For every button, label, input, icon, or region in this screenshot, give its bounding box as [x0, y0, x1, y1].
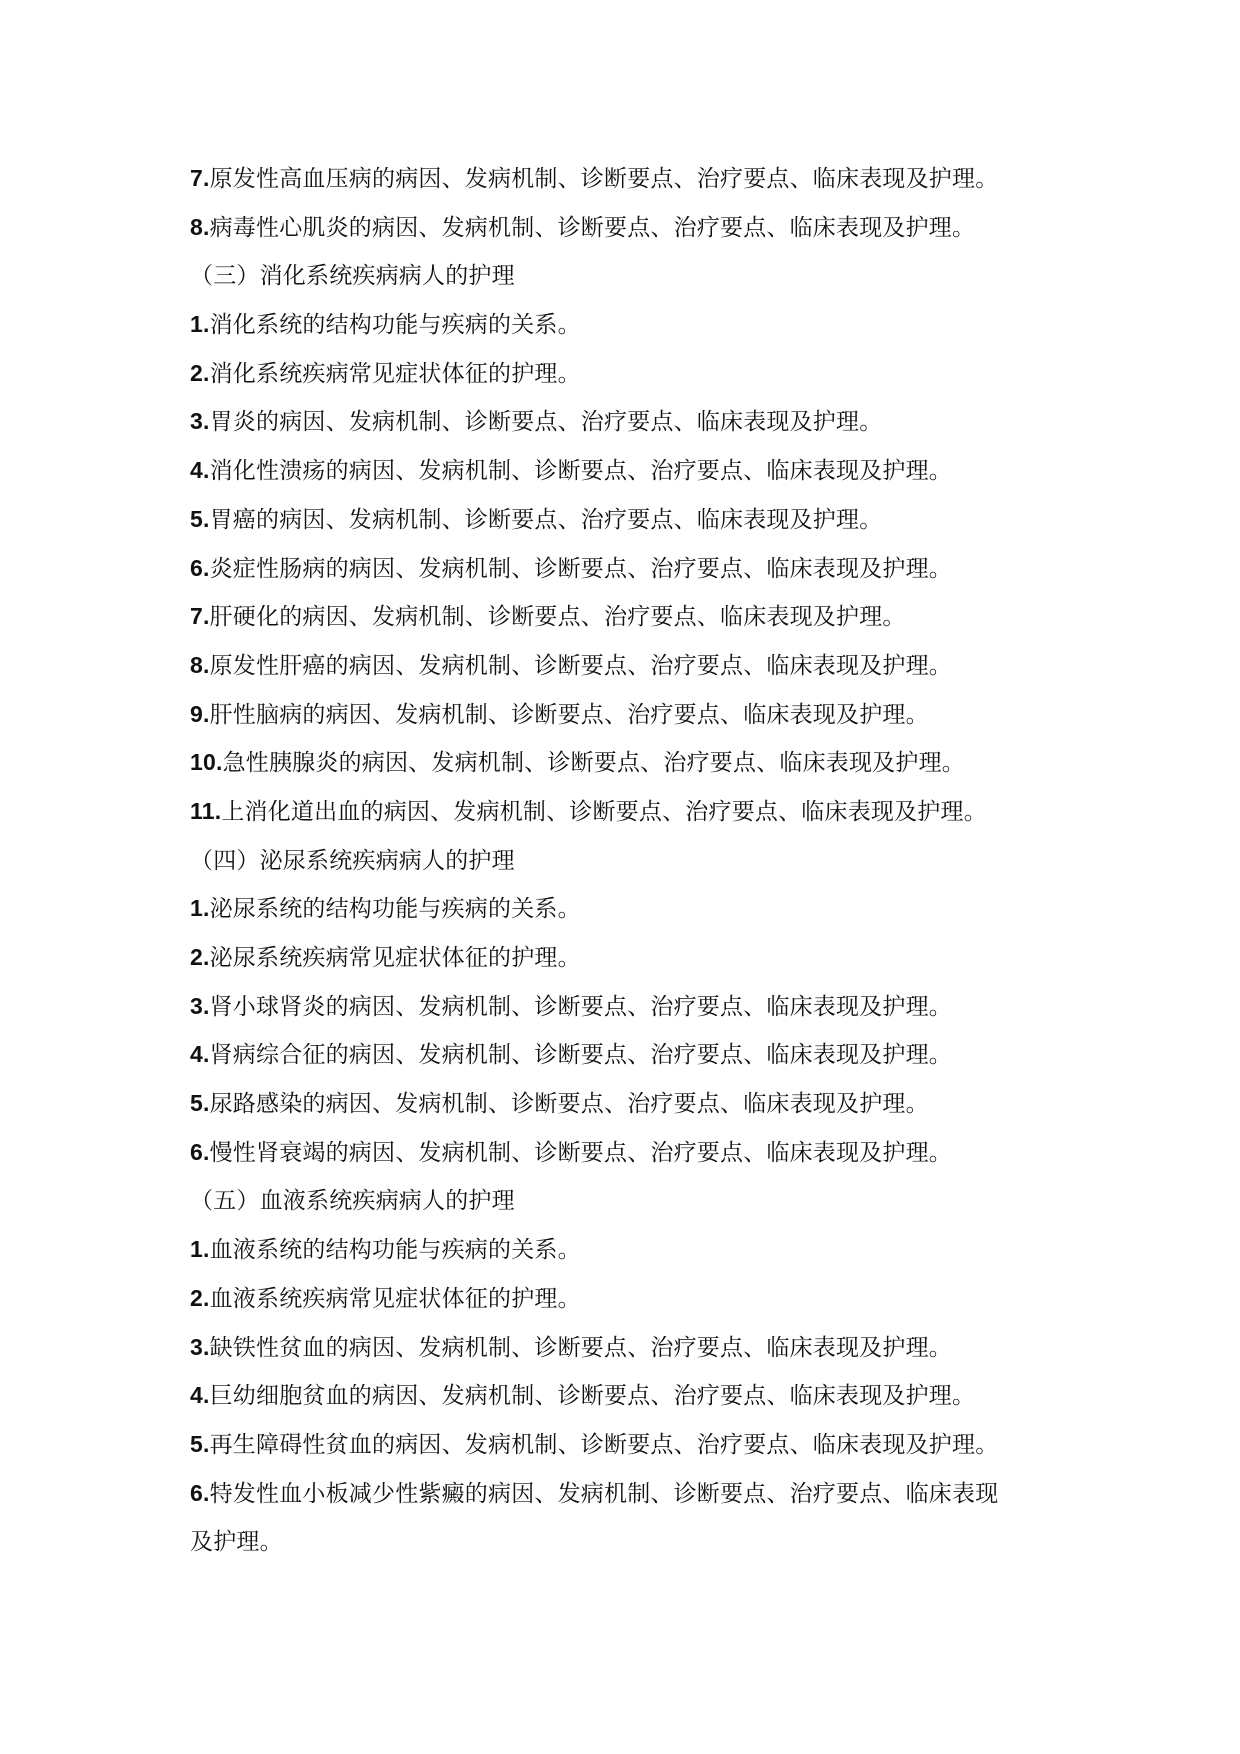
item-number: 3.: [190, 408, 210, 435]
list-item: [190, 1469, 1090, 1518]
section-heading: [190, 836, 1090, 885]
list-item: [190, 690, 1090, 739]
item-number: 11.: [190, 797, 222, 824]
list-item: [190, 1323, 1090, 1372]
item-text: 消化系统的结构功能与疾病的关系。: [209, 312, 581, 339]
item-text: 尿路感染的病因、发病机制、诊断要点、治疗要点、临床表现及护理。: [209, 1091, 929, 1118]
item-text: 再生障碍性贫血的病因、发病机制、诊断要点、治疗要点、临床表现及护理。: [209, 1431, 999, 1458]
list-item: [190, 446, 1090, 495]
item-text: 血液系统疾病常见症状体征的护理。: [209, 1285, 581, 1312]
list-item: [190, 1420, 1090, 1469]
item-text: 巨幼细胞贫血的病因、发病机制、诊断要点、治疗要点、临床表现及护理。: [209, 1383, 976, 1410]
item-number: 3.: [190, 1333, 210, 1360]
section-heading: [190, 1176, 1090, 1225]
item-number: 5.: [190, 505, 210, 532]
document-body: [190, 154, 1090, 1566]
item-number: 2.: [190, 1284, 210, 1311]
item-text: 急性胰腺炎的病因、发病机制、诊断要点、治疗要点、临床表现及护理。: [222, 750, 965, 777]
list-item: [190, 592, 1090, 641]
list-item: [190, 738, 1090, 787]
list-item: [190, 1371, 1090, 1420]
list-item: [190, 1079, 1090, 1128]
list-item: [190, 495, 1090, 544]
item-text: 肝硬化的病因、发病机制、诊断要点、治疗要点、临床表现及护理。: [209, 604, 906, 631]
item-text: 上消化道出血的病因、发病机制、诊断要点、治疗要点、临床表现及护理。: [221, 798, 987, 825]
list-item: [190, 1030, 1090, 1079]
list-item: [190, 397, 1090, 446]
item-number: 8.: [190, 651, 210, 678]
item-text: 血液系统的结构功能与疾病的关系。: [209, 1237, 581, 1264]
list-item: [190, 203, 1090, 252]
item-number: 2.: [190, 359, 210, 386]
item-number: 7.: [190, 603, 210, 630]
item-number: 1.: [190, 1236, 210, 1263]
list-item: [190, 1128, 1090, 1177]
item-text: 肝性脑病的病因、发病机制、诊断要点、治疗要点、临床表现及护理。: [209, 701, 929, 728]
item-number: 6.: [190, 1479, 210, 1506]
list-item: [190, 300, 1090, 349]
item-number: 5.: [190, 1430, 210, 1457]
list-item: [190, 884, 1090, 933]
list-item: [190, 154, 1090, 203]
list-item-continuation: [190, 1517, 1090, 1566]
item-number: 9.: [190, 700, 210, 727]
item-number: 1.: [190, 895, 210, 922]
list-item: [190, 933, 1090, 982]
section-heading: [190, 251, 1090, 300]
item-text: 胃癌的病因、发病机制、诊断要点、治疗要点、临床表现及护理。: [209, 506, 883, 533]
item-text: 缺铁性贫血的病因、发病机制、诊断要点、治疗要点、临床表现及护理。: [209, 1334, 952, 1361]
item-text: 原发性高血压病的病因、发病机制、诊断要点、治疗要点、临床表现及护理。: [209, 166, 999, 192]
item-number: 1.: [190, 311, 210, 338]
item-text: 肾病综合征的病因、发病机制、诊断要点、治疗要点、临床表现及护理。: [209, 1042, 952, 1069]
item-text: 消化系统疾病常见症状体征的护理。: [209, 360, 581, 387]
section-title: （五）血液系统疾病病人的护理: [190, 1188, 515, 1215]
item-number: 7.: [190, 165, 210, 191]
item-number: 4.: [190, 457, 210, 484]
item-text: 泌尿系统疾病常见症状体征的护理。: [209, 945, 581, 971]
item-text: 慢性肾衰竭的病因、发病机制、诊断要点、治疗要点、临床表现及护理。: [209, 1139, 952, 1166]
list-item: [190, 787, 1090, 836]
list-item: [190, 349, 1090, 398]
section-title: （三）消化系统疾病病人的护理: [190, 263, 515, 290]
list-item: [190, 1274, 1090, 1323]
item-text: 胃炎的病因、发病机制、诊断要点、治疗要点、临床表现及护理。: [209, 409, 883, 436]
list-item: [190, 641, 1090, 690]
list-item: [190, 1225, 1090, 1274]
item-text: 及护理。: [190, 1529, 283, 1556]
item-number: 5.: [190, 1090, 210, 1117]
item-number: 8.: [190, 213, 210, 240]
item-text: 炎症性肠病的病因、发病机制、诊断要点、治疗要点、临床表现及护理。: [209, 555, 952, 582]
item-number: 4.: [190, 1382, 210, 1409]
item-number: 4.: [190, 1041, 210, 1068]
list-item: [190, 544, 1090, 593]
item-text: 消化性溃疡的病因、发病机制、诊断要点、治疗要点、临床表现及护理。: [209, 458, 952, 485]
item-text: 肾小球肾炎的病因、发病机制、诊断要点、治疗要点、临床表现及护理。: [209, 993, 952, 1020]
section-title: （四）泌尿系统疾病病人的护理: [190, 847, 515, 874]
item-text: 病毒性心肌炎的病因、发病机制、诊断要点、治疗要点、临床表现及护理。: [209, 214, 976, 241]
item-number: 2.: [190, 944, 210, 970]
item-text: 特发性血小板减少性紫癜的病因、发病机制、诊断要点、治疗要点、临床表现: [209, 1480, 999, 1507]
item-number: 10.: [190, 749, 223, 776]
item-text: 原发性肝癌的病因、发病机制、诊断要点、治疗要点、临床表现及护理。: [209, 652, 952, 679]
list-item: [190, 982, 1090, 1031]
item-text: 泌尿系统的结构功能与疾病的关系。: [209, 896, 581, 923]
item-number: 3.: [190, 992, 210, 1019]
item-number: 6.: [190, 554, 210, 581]
item-number: 6.: [190, 1138, 210, 1165]
